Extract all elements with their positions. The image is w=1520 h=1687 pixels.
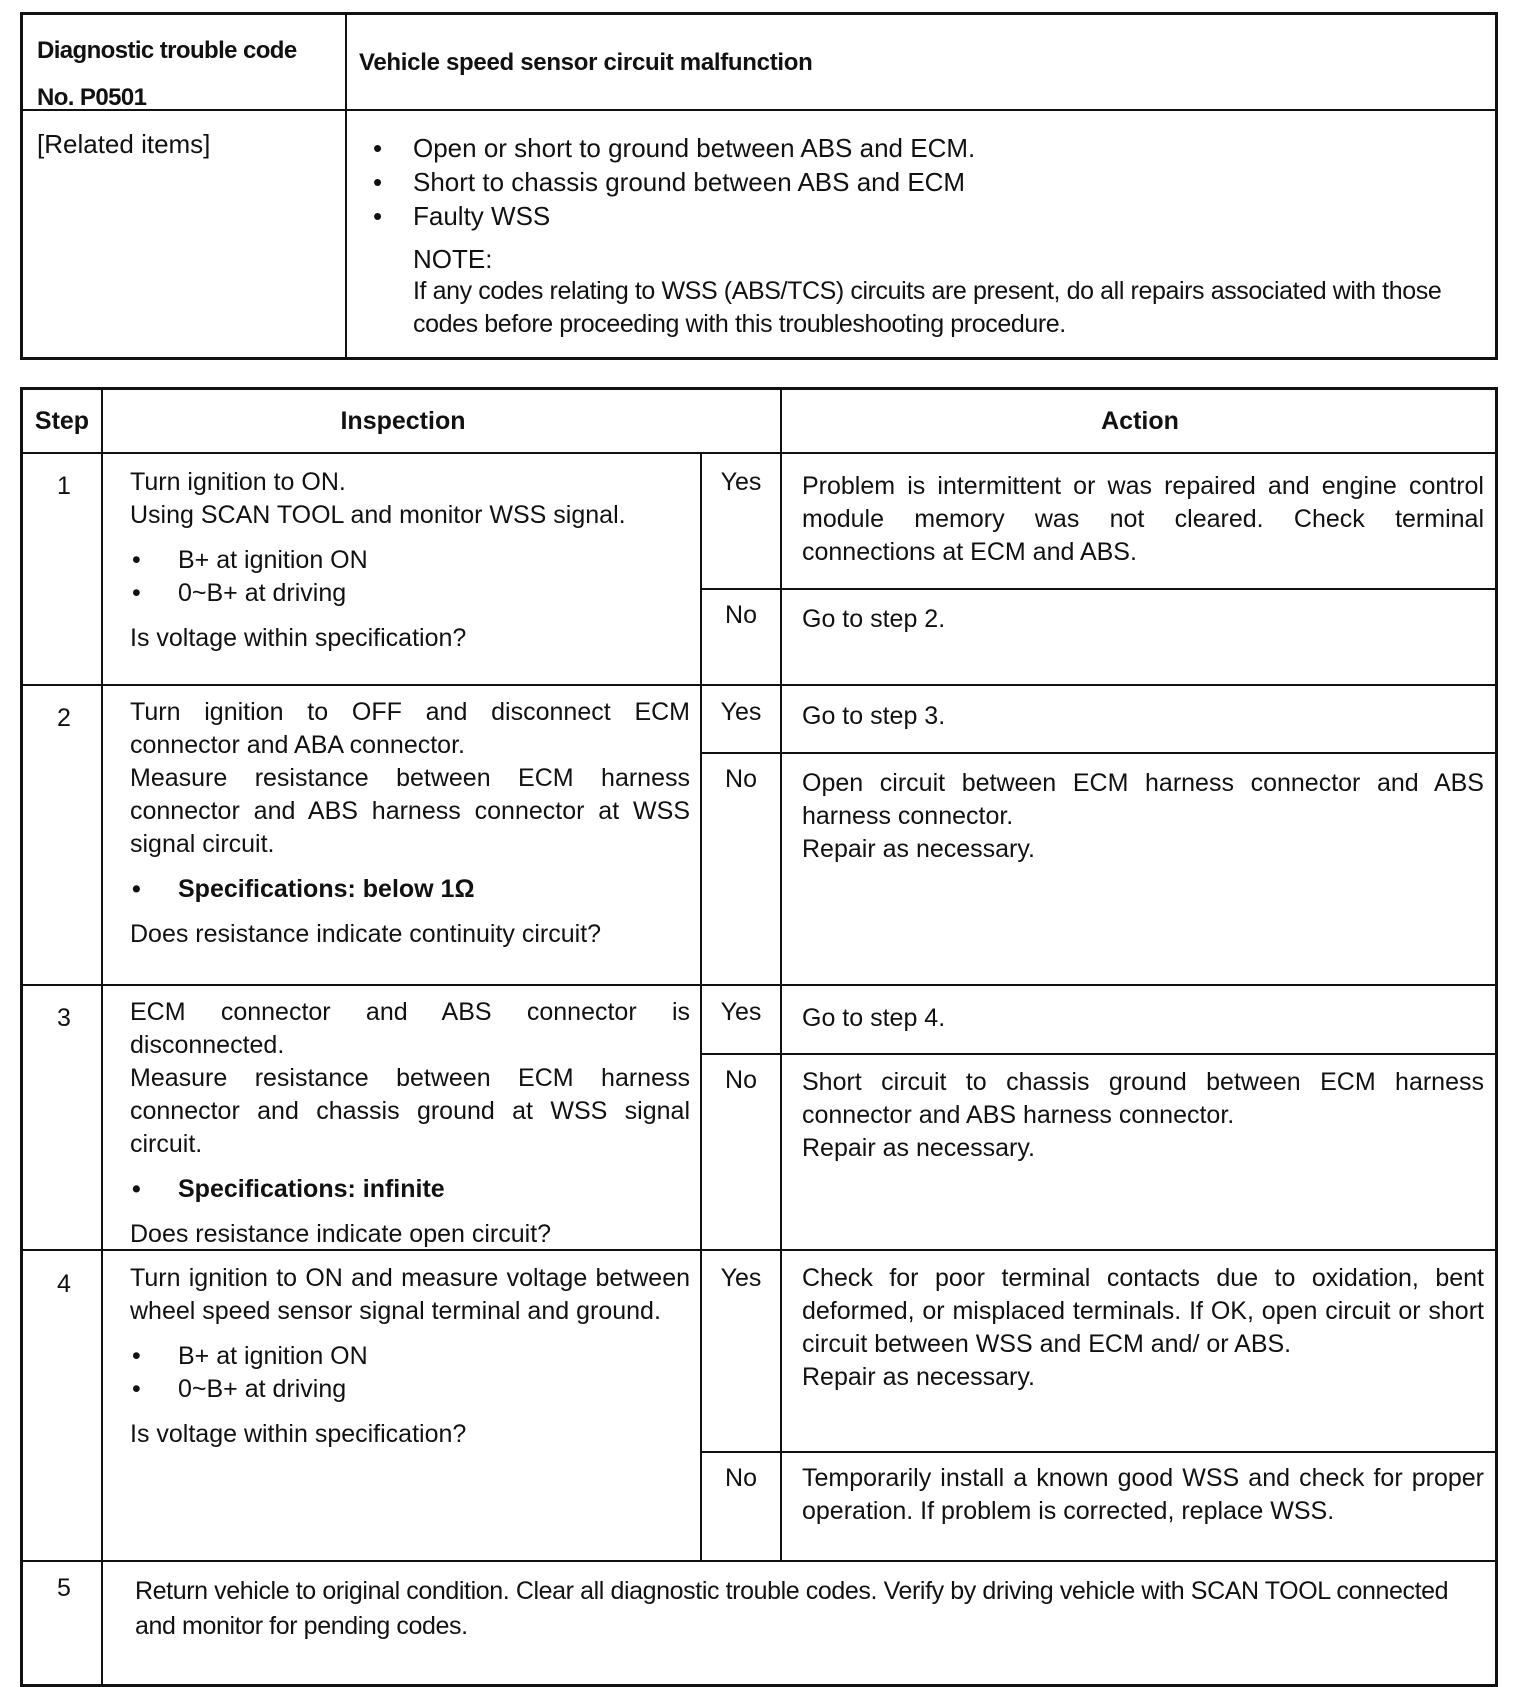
inspection-bullet: • 0~B+ at driving: [130, 1373, 690, 1406]
yes-label: Yes: [720, 468, 762, 496]
dtc-code-label: [37, 27, 337, 121]
dtc-code-label-line1: Diagnostic trouble code: [37, 37, 297, 64]
step-inspection: [130, 466, 690, 655]
yes-label: Yes: [720, 698, 762, 726]
row-divider: [700, 1451, 1495, 1453]
column-divider: [101, 390, 103, 1684]
header-step: Step: [34, 407, 90, 435]
step-number: 1: [57, 472, 71, 500]
action-text: Repair as necessary.: [802, 1134, 1035, 1162]
yes-action: [802, 1262, 1484, 1394]
no-label: No: [725, 1066, 757, 1094]
action-text: Temporarily install a known good WSS and check for proper operation. If problem is corrected, replace WSS.: [802, 1464, 1484, 1525]
row-divider: [23, 452, 1495, 454]
note-text: If any codes relating to WSS (ABS/TCS) circuits are present, do all repairs associated with those codes before proceeding with this troubleshooting procedure.: [413, 277, 1442, 338]
action-text: Repair as necessary.: [802, 1363, 1035, 1391]
step-number: 4: [57, 1270, 71, 1298]
no-action: [802, 767, 1484, 866]
inspection-text: Measure resistance between ECM harness connector and ABS harness connector at WSS signal circuit.: [130, 764, 690, 858]
yes-label: Yes: [720, 1264, 762, 1292]
inspection-question: Is voltage within specification?: [130, 1420, 467, 1448]
row-divider: [700, 1053, 1495, 1055]
dtc-code-number: No. P0501: [37, 84, 147, 111]
related-items-label: [Related items]: [37, 129, 211, 159]
no-action: Go to step 2.: [802, 605, 946, 633]
step-5-text: Return vehicle to original condition. Clear all diagnostic trouble codes. Verify by driving vehicle with SCAN TOOL connected and monitor for pending codes.: [135, 1577, 1449, 1640]
no-action: [802, 1066, 1484, 1165]
troubleshooting-table: [20, 387, 1498, 1687]
inspection-bullet: • B+ at ignition ON: [130, 1340, 690, 1373]
header-divider-vertical: [345, 15, 347, 357]
row-divider: [23, 984, 1495, 986]
inspection-spec: • Specifications: infinite: [130, 1173, 690, 1206]
no-label: No: [725, 601, 757, 629]
yes-action: Go to step 3.: [802, 702, 946, 730]
note-label: NOTE:: [413, 244, 493, 274]
header-inspection: Inspection: [340, 407, 466, 435]
no-action: [802, 1462, 1484, 1528]
related-items-list: [359, 131, 1489, 341]
step-number: 5: [57, 1574, 71, 1602]
action-text: Check for poor terminal contacts due to oxidation, bent deformed, or misplaced terminals. If OK, open circuit or short circuit between WSS and ECM and/ or ABS.: [802, 1264, 1484, 1358]
row-divider: [23, 684, 1495, 686]
inspection-bullet: • B+ at ignition ON: [130, 544, 690, 577]
inspection-text: ECM connector and ABS connector is disconnected.: [130, 998, 690, 1059]
step-inspection: [130, 696, 690, 951]
header-action: Action: [1101, 407, 1179, 435]
dtc-header-table: [20, 12, 1498, 360]
yes-action: Go to step 4.: [802, 1004, 946, 1032]
inspection-question: Does resistance indicate continuity circuit?: [130, 920, 602, 948]
no-label: No: [725, 1464, 757, 1492]
inspection-question: Is voltage within specification?: [130, 624, 467, 652]
inspection-text: Using SCAN TOOL and monitor WSS signal.: [130, 501, 626, 529]
action-text: Open circuit between ECM harness connector and ABS harness connector.: [802, 769, 1484, 830]
step-inspection: [130, 996, 690, 1251]
step-number: 2: [57, 704, 71, 732]
no-label: No: [725, 765, 757, 793]
related-item: • Faulty WSS: [359, 199, 1489, 233]
step-inspection: [130, 1262, 690, 1451]
row-divider: [700, 752, 1495, 754]
row-divider: [700, 588, 1495, 590]
action-text: Short circuit to chassis ground between ECM harness connector and ABS harness connector.: [802, 1068, 1484, 1129]
related-item: • Short to chassis ground between ABS and ECM: [359, 165, 1489, 199]
row-divider: [23, 1560, 1495, 1562]
related-item: • Open or short to ground between ABS and ECM.: [359, 131, 1489, 165]
yes-label: Yes: [720, 998, 762, 1026]
inspection-question: Does resistance indicate open circuit?: [130, 1220, 552, 1248]
column-divider: [780, 390, 782, 1560]
dtc-title: Vehicle speed sensor circuit malfunction: [359, 49, 813, 76]
inspection-text: Turn ignition to ON and measure voltage between wheel speed sensor signal terminal and ground.: [130, 1264, 690, 1325]
yes-action: [802, 470, 1484, 569]
inspection-text: Measure resistance between ECM harness connector and chassis ground at WSS signal circuit.: [130, 1064, 690, 1158]
inspection-text: Turn ignition to ON.: [130, 468, 346, 496]
action-text: Repair as necessary.: [802, 835, 1035, 863]
inspection-spec: • Specifications: below 1Ω: [130, 873, 690, 906]
step-number: 3: [57, 1004, 71, 1032]
inspection-text: Turn ignition to OFF and disconnect ECM connector and ABA connector.: [130, 698, 690, 759]
inspection-bullet: • 0~B+ at driving: [130, 577, 690, 610]
action-text: Problem is intermittent or was repaired and engine control module memory was not cleared. Check terminal connections at ECM and ABS.: [802, 472, 1484, 566]
